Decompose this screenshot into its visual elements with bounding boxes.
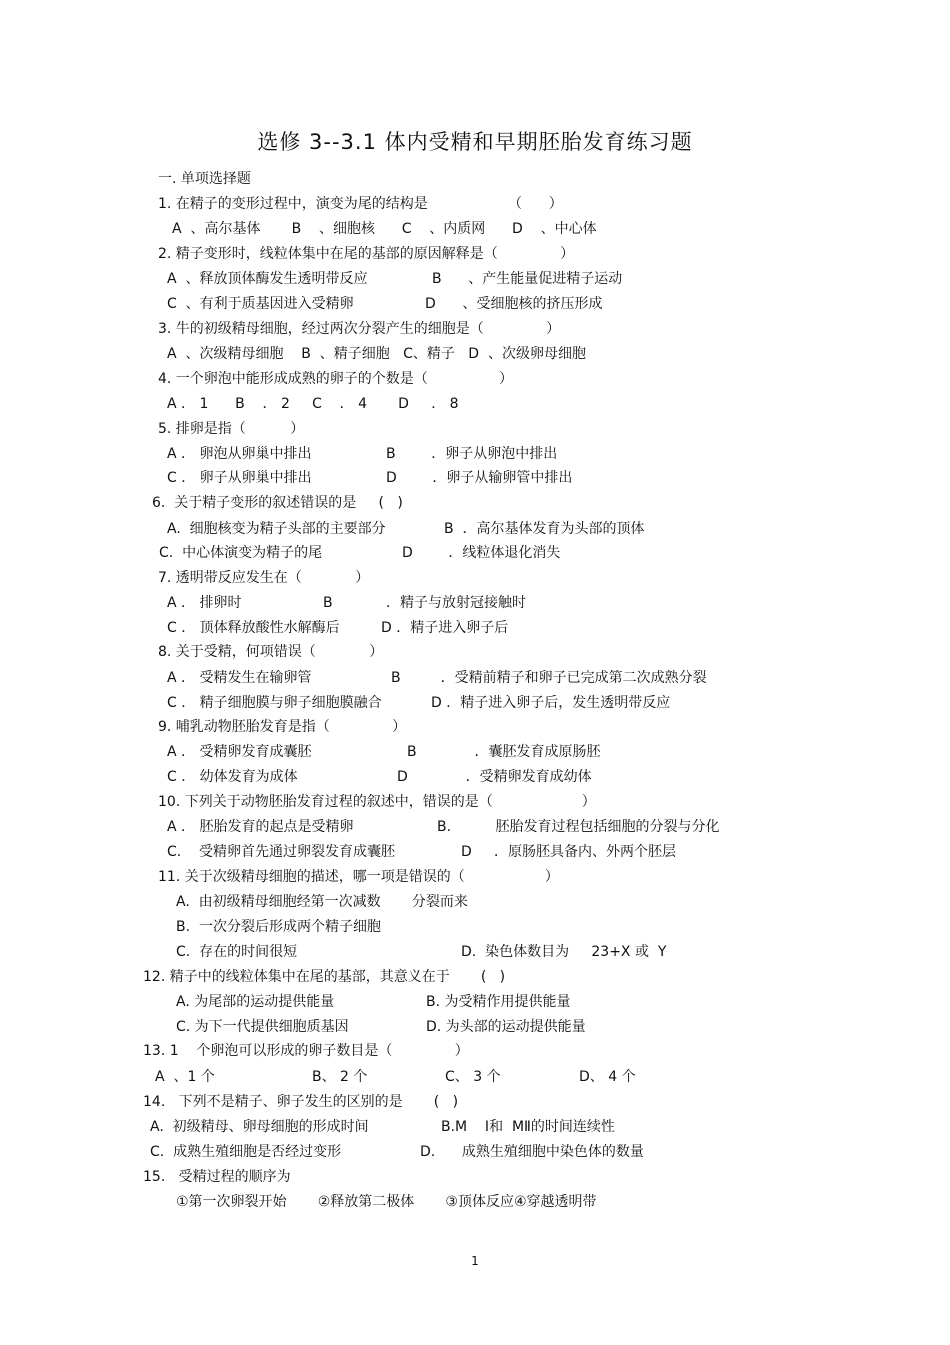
option-line: D ．受精卵发育成幼体 [397, 769, 592, 785]
option-line: C. 中心体演变为精子的尾 [159, 545, 323, 561]
option-line: A ． 卵泡从卵巢中排出 [167, 446, 312, 462]
option-line: D. 成熟生殖细胞中染色体的数量 [420, 1144, 644, 1160]
page-number: 1 [471, 1254, 479, 1268]
option-line: ①第一次卵裂开始 ②释放第二极体 ③顶体反应④穿越透明带 [176, 1194, 597, 1210]
question-line: 5. 排卵是指（ ） [158, 421, 305, 437]
question-line: 9. 哺乳动物胚胎发育是指（ ） [158, 719, 407, 735]
option-line: B. 胚胎发育过程包括细胞的分裂与分化 [437, 819, 720, 835]
option-line: A 、高尔基体 B 、细胞核 C 、内质网 D 、中心体 [172, 221, 597, 237]
option-line: D ．精子进入卵子后，发生透明带反应 [431, 695, 671, 711]
option-line: C、 3 个 [445, 1069, 501, 1085]
option-line: B 、产生能量促进精子运动 [432, 271, 623, 287]
option-line: D、 4 个 [579, 1069, 636, 1085]
option-line: C. 存在的时间很短 [176, 944, 298, 960]
question-line: 8. 关于受精，何项错误（ ） [158, 644, 384, 660]
option-line: A 、释放顶体酶发生透明带反应 [167, 271, 368, 287]
option-line: A. 由初级精母细胞经第一次减数 分裂而来 [176, 894, 468, 910]
option-line: A. 初级精母、卵母细胞的形成时间 [150, 1119, 369, 1135]
option-line: B、 2 个 [312, 1069, 368, 1085]
option-line: B ．受精前精子和卵子已完成第二次成熟分裂 [391, 670, 707, 686]
option-line: D ．精子进入卵子后 [381, 620, 509, 636]
option-line: D. 染色体数目为 23+X 或 Y [461, 944, 667, 960]
question-line: 15. 受精过程的顺序为 [143, 1169, 291, 1185]
answer-blank: （ ） [508, 196, 563, 212]
question-line: 6. 关于精子变形的叙述错误的是 ( ) [152, 495, 403, 511]
question-line: 13. 1 个卵泡可以形成的卵子数目是（ ） [143, 1043, 469, 1059]
option-line: D 、受细胞核的挤压形成 [425, 296, 603, 312]
question-line: 14. 下列不是精子、卵子发生的区别的是 ( ) [143, 1094, 459, 1110]
question-line: 11. 关于次级精母细胞的描述，哪一项是错误的（ ） [158, 869, 559, 885]
option-line: C. 成熟生殖细胞是否经过变形 [150, 1144, 342, 1160]
option-line: C. 为下一代提供细胞质基因 [176, 1019, 349, 1035]
question-line: 7. 透明带反应发生在（ ） [158, 570, 370, 586]
option-line: C ． 顶体释放酸性水解酶后 [167, 620, 340, 636]
option-line: B ．高尔基体发育为头部的顶体 [444, 521, 645, 537]
option-line: A. 为尾部的运动提供能量 [176, 994, 335, 1010]
option-line: D ．线粒体退化消失 [402, 545, 561, 561]
option-line: D. 为头部的运动提供能量 [426, 1019, 586, 1035]
option-line: B. 为受精作用提供能量 [426, 994, 571, 1010]
option-line: C 、有利于质基因进入受精卵 [167, 296, 354, 312]
option-line: B ．囊胚发育成原肠胚 [407, 744, 601, 760]
option-line: B ．精子与放射冠接触时 [323, 595, 527, 611]
option-line: D ．卵子从输卵管中排出 [386, 470, 573, 486]
option-line: A 、次级精母细胞 B 、精子细胞 C、精子 D 、次级卵母细胞 [167, 346, 586, 362]
option-line: C ． 精子细胞膜与卵子细胞膜融合 [167, 695, 382, 711]
option-line: C. 受精卵首先通过卵裂发育成囊胚 [167, 844, 396, 860]
question-line: 4. 一个卵泡中能形成成熟的卵子的个数是（ ） [158, 371, 514, 387]
page-title: 选修 3--3.1 体内受精和早期胚胎发育练习题 [257, 130, 693, 154]
question-line: 2. 精子变形时，线粒体集中在尾的基部的原因解释是（ ） [158, 246, 575, 262]
question-line: 3. 牛的初级精母细胞，经过两次分裂产生的细胞是（ ） [158, 321, 561, 337]
option-line: B ．卵子从卵泡中排出 [386, 446, 558, 462]
section-heading: 一. 单项选择题 [158, 171, 251, 187]
option-line: A ． 受精发生在输卵管 [167, 670, 312, 686]
option-line: D ．原肠胚具备内、外两个胚层 [461, 844, 677, 860]
option-line: B.M Ⅰ和 MⅡ的时间连续性 [441, 1119, 615, 1135]
option-line: A ． 排卵时 [167, 595, 242, 611]
option-line: A ． 胚胎发育的起点是受精卵 [167, 819, 354, 835]
question-line: 12. 精子中的线粒体集中在尾的基部，其意义在于 ( ) [143, 969, 506, 985]
option-line: C ． 卵子从卵巢中排出 [167, 470, 312, 486]
option-line: A 、1 个 [155, 1069, 215, 1085]
option-line: B. 一次分裂后形成两个精子细胞 [176, 919, 381, 935]
question-line: 1. 在精子的变形过程中，演变为尾的结构是 [158, 196, 428, 212]
question-line: 10. 下列关于动物胚胎发育过程的叙述中，错误的是（ ） [158, 794, 596, 810]
option-line: C ． 幼体发育为成体 [167, 769, 298, 785]
option-line: A ． 受精卵发育成囊胚 [167, 744, 312, 760]
option-line: A ． 1 B ． 2 C ． 4 D ． 8 [167, 396, 459, 412]
option-line: A. 细胞核变为精子头部的主要部分 [167, 521, 386, 537]
